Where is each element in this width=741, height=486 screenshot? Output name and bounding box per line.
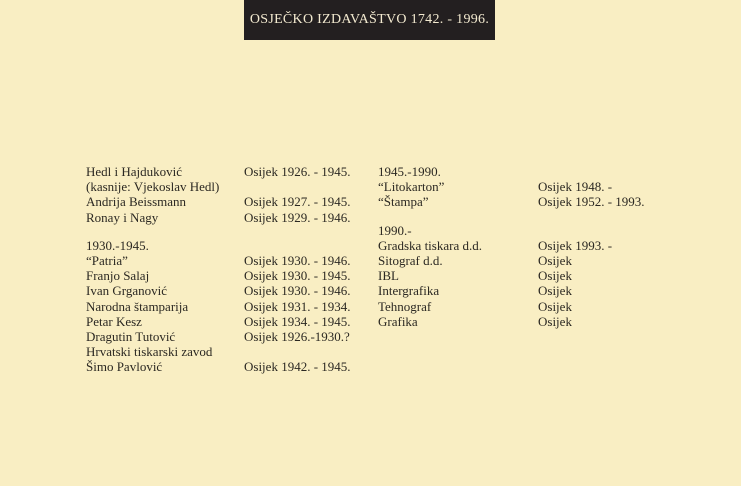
printer-name: Ivan Grganović (86, 283, 167, 299)
printer-name: “Štampa” (378, 194, 429, 210)
printer-name: Sitograf d.d. (378, 252, 443, 268)
printer-name: “Litokarton” (378, 179, 445, 195)
printer-name: (kasnije: Vjekoslav Hedl) (86, 179, 220, 195)
printer-place-years: Osijek 1927. - 1945. (244, 194, 351, 210)
printer-place-years: Osijek 1993. - (538, 237, 613, 253)
printer-name: Tehnograf (378, 298, 432, 314)
page-header (244, 0, 495, 40)
printer-name: Šimo Pavlović (86, 359, 163, 375)
printer-name: Intergrafika (378, 283, 440, 299)
printer-place-years: Osijek 1931. - 1934. (244, 298, 351, 314)
printer-place-years: Osijek 1948. - (538, 179, 613, 195)
printer-name: Hrvatski tiskarski zavod (86, 344, 213, 360)
printer-name: Andrija Beissmann (86, 194, 187, 210)
printer-place-years: Osijek 1929. - 1946. (244, 209, 351, 225)
period-label: 1945.-1990. (378, 164, 441, 179)
printer-place-years: Osijek 1930. - 1946. (244, 252, 351, 268)
printer-name: Narodna štamparija (86, 298, 189, 314)
printer-name: Hedl i Hajduković (86, 164, 183, 179)
printer-place-years: Osijek (538, 298, 572, 314)
printer-place-years: Osijek 1926. - 1945. (244, 164, 351, 179)
printer-name: Grafika (378, 313, 418, 329)
printer-place-years: Osijek 1926.-1930.? (244, 328, 350, 344)
period-label: 1990.- (378, 222, 412, 238)
printer-name: Franjo Salaj (86, 268, 150, 284)
printer-place-years: Osijek (538, 283, 572, 299)
printer-place-years: Osijek 1952. - 1993. (538, 194, 645, 210)
printer-name: Dragutin Tutović (86, 328, 176, 344)
period-label: 1930.-1945. (86, 237, 149, 253)
printer-name: Ronay i Nagy (86, 209, 159, 225)
printer-place-years: Osijek 1930. - 1945. (244, 268, 351, 284)
printer-place-years: Osijek (538, 268, 572, 284)
printer-place-years: Osijek (538, 252, 572, 268)
printer-name: IBL (378, 268, 399, 284)
printer-place-years: Osijek 1942. - 1945. (244, 359, 351, 375)
printer-name: Petar Kesz (86, 313, 142, 329)
printer-place-years: Osijek 1930. - 1946. (244, 283, 351, 299)
header-title: OSJEČKO IZDAVAŠTVO 1742. - 1996. (249, 12, 490, 27)
printer-name: Gradska tiskara d.d. (378, 237, 482, 253)
printer-place-years: Osijek (538, 313, 572, 329)
printer-name: “Patria” (86, 252, 128, 268)
printer-place-years: Osijek 1934. - 1945. (244, 313, 351, 329)
